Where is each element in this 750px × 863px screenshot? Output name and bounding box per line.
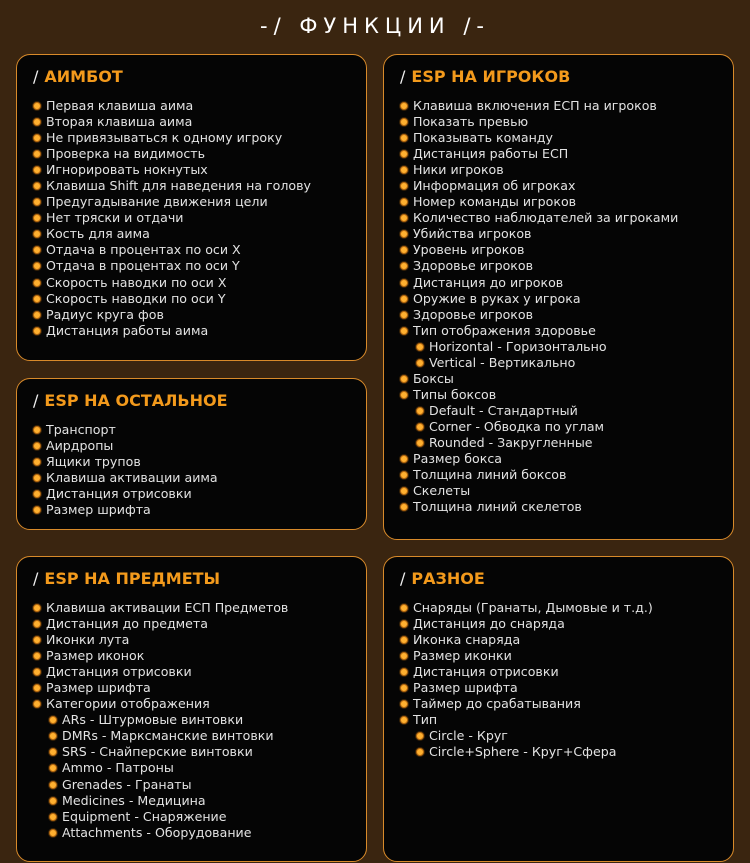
sub-feature-item: SRS - Снайперские винтовки	[49, 744, 288, 760]
feature-item: Размер иконки	[400, 648, 653, 664]
feature-item: Кость для аима	[33, 226, 311, 242]
feature-item: Номер команды игроков	[400, 194, 678, 210]
feature-item: Первая клавиша аима	[33, 98, 311, 114]
sub-feature-item: Vertical - Вертикально	[416, 355, 678, 371]
feature-item: Дистанция отрисовки	[400, 664, 653, 680]
slash-glyph: /	[400, 569, 406, 588]
sub-feature-item: ARs - Штурмовые винтовки	[49, 712, 288, 728]
feature-item: Размер шрифта	[33, 502, 218, 518]
feature-list	[400, 98, 678, 515]
panel-title	[400, 569, 485, 588]
feature-item: Клавиша активации аима	[33, 470, 218, 486]
sub-feature-item: Circle - Круг	[416, 728, 653, 744]
feature-item: Убийства игроков	[400, 226, 678, 242]
feature-item: Нет тряски и отдачи	[33, 210, 311, 226]
feature-item: Транспорт	[33, 422, 218, 438]
panel-title-text: ESP НА ПРЕДМЕТЫ	[44, 569, 221, 588]
feature-list	[33, 600, 288, 841]
feature-item: Игнорировать нокнутых	[33, 162, 311, 178]
feature-item: Дистанция работы ЕСП	[400, 146, 678, 162]
sub-feature-item: DMRs - Марксманские винтовки	[49, 728, 288, 744]
feature-item: Дистанция до снаряда	[400, 616, 653, 632]
feature-item: Толщина линий боксов	[400, 467, 678, 483]
panel-esp-items	[16, 556, 367, 862]
panel-esp-other	[16, 378, 367, 530]
feature-item: Клавиша включения ЕСП на игроков	[400, 98, 678, 114]
panel-title	[33, 67, 123, 86]
feature-item: Скорость наводки по оси Y	[33, 291, 311, 307]
sub-feature-item: Corner - Обводка по углам	[416, 419, 678, 435]
feature-item: Тип отображения здоровье	[400, 323, 678, 339]
feature-item: Количество наблюдателей за игроками	[400, 210, 678, 226]
feature-item: Размер шрифта	[33, 680, 288, 696]
feature-item: Скелеты	[400, 483, 678, 499]
feature-item: Клавиша Shift для наведения на голову	[33, 178, 311, 194]
feature-item: Таймер до срабатывания	[400, 696, 653, 712]
feature-item: Ники игроков	[400, 162, 678, 178]
sub-feature-item: Medicines - Медицина	[49, 793, 288, 809]
feature-item: Дистанция отрисовки	[33, 664, 288, 680]
panel-title	[400, 67, 570, 86]
feature-item: Показать превью	[400, 114, 678, 130]
panel-title-text: РАЗНОЕ	[411, 569, 485, 588]
feature-list	[33, 422, 218, 518]
sub-feature-item: Equipment - Снаряжение	[49, 809, 288, 825]
feature-item: Боксы	[400, 371, 678, 387]
slash-glyph: /	[400, 67, 406, 86]
panel-title-text: ESP НА ОСТАЛЬНОЕ	[44, 391, 228, 410]
slash-glyph: /	[33, 67, 39, 86]
panel-esp-players	[383, 54, 734, 540]
feature-item: Дистанция работы аима	[33, 323, 311, 339]
sub-feature-item: Default - Стандартный	[416, 403, 678, 419]
feature-item: Не привязываться к одному игроку	[33, 130, 311, 146]
feature-item: Радиус круга фов	[33, 307, 311, 323]
panel-aimbot	[16, 54, 367, 361]
feature-item: Размер иконок	[33, 648, 288, 664]
feature-item: Дистанция до предмета	[33, 616, 288, 632]
slash-glyph: /	[33, 569, 39, 588]
feature-item: Отдача в процентах по оси X	[33, 242, 311, 258]
panel-title-text: АИМБОТ	[44, 67, 123, 86]
feature-item: Категории отображения	[33, 696, 288, 712]
sub-feature-item: Attachments - Оборудование	[49, 825, 288, 841]
slash-glyph: /	[33, 391, 39, 410]
feature-item: Размер шрифта	[400, 680, 653, 696]
feature-item: Предугадывание движения цели	[33, 194, 311, 210]
sub-feature-item: Ammo - Патроны	[49, 760, 288, 776]
page-title: -/ ФУНКЦИИ /-	[260, 14, 490, 38]
feature-item: Ящики трупов	[33, 454, 218, 470]
feature-item: Оружие в руках у игрока	[400, 291, 678, 307]
feature-item: Уровень игроков	[400, 242, 678, 258]
sub-feature-item: Grenades - Гранаты	[49, 777, 288, 793]
sub-feature-item: Rounded - Закругленные	[416, 435, 678, 451]
feature-item: Снаряды (Гранаты, Дымовые и т.д.)	[400, 600, 653, 616]
feature-item: Иконки лута	[33, 632, 288, 648]
feature-item: Скорость наводки по оси X	[33, 275, 311, 291]
feature-item: Размер бокса	[400, 451, 678, 467]
panel-misc	[383, 556, 734, 862]
feature-item: Дистанция отрисовки	[33, 486, 218, 502]
feature-item: Типы боксов	[400, 387, 678, 403]
panel-title-text: ESP НА ИГРОКОВ	[411, 67, 571, 86]
panel-title	[33, 569, 220, 588]
feature-list	[33, 98, 311, 339]
feature-list	[400, 600, 653, 760]
feature-item: Иконка снаряда	[400, 632, 653, 648]
panel-title	[33, 391, 228, 410]
feature-item: Отдача в процентах по оси Y	[33, 258, 311, 274]
feature-item: Тип	[400, 712, 653, 728]
feature-item: Проверка на видимость	[33, 146, 311, 162]
feature-item: Толщина линий скелетов	[400, 499, 678, 515]
feature-item: Вторая клавиша аима	[33, 114, 311, 130]
feature-item: Клавиша активации ЕСП Предметов	[33, 600, 288, 616]
feature-item: Здоровье игроков	[400, 258, 678, 274]
sub-feature-item: Horizontal - Горизонтально	[416, 339, 678, 355]
feature-item: Показывать команду	[400, 130, 678, 146]
feature-item: Информация об игроках	[400, 178, 678, 194]
feature-item: Дистанция до игроков	[400, 275, 678, 291]
feature-item: Здоровье игроков	[400, 307, 678, 323]
feature-item: Аирдропы	[33, 438, 218, 454]
sub-feature-item: Circle+Sphere - Круг+Сфера	[416, 744, 653, 760]
